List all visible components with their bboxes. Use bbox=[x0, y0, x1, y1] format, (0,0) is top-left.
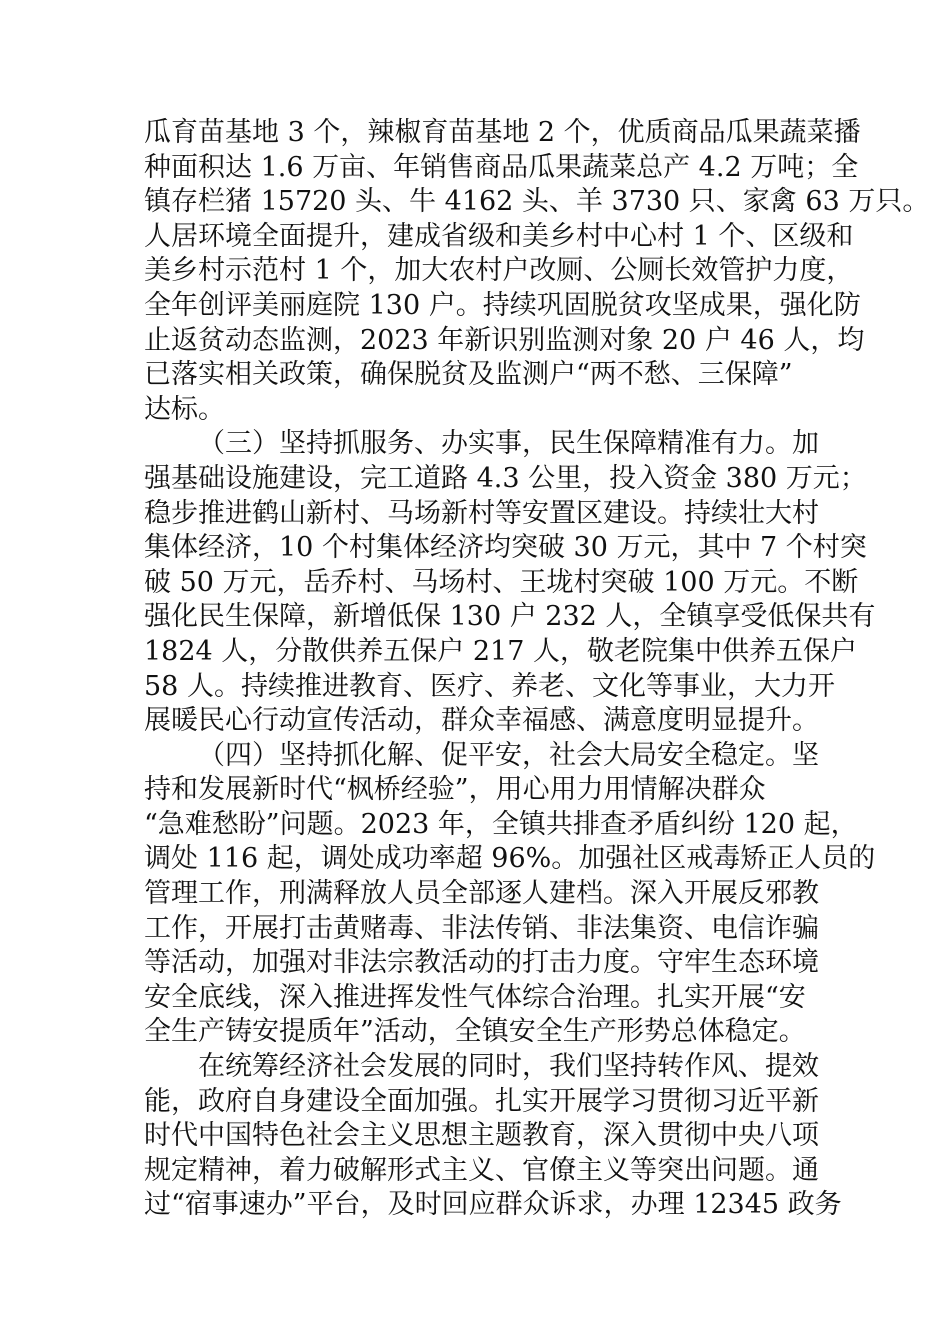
text-line: 1824 人，分散供养五保户 217 人，敬老院集中供养五保户 bbox=[144, 635, 857, 667]
text-line: 全年创评美丽庭院 130 户。持续巩固脱贫攻坚成果，强化防 bbox=[144, 289, 861, 321]
text-line: 安全底线，深入推进挥发性气体综合治理。扎实开展“安 bbox=[144, 981, 806, 1013]
text-line: 工作，开展打击黄赌毒、非法传销、非法集资、电信诈骗 bbox=[144, 912, 819, 944]
text-line: 强基础设施建设，完工道路 4.3 公里，投入资金 380 万元； bbox=[144, 462, 867, 494]
text-line: 展暖民心行动宣传活动，群众幸福感、满意度明显提升。 bbox=[144, 705, 819, 737]
text-line: 等活动，加强对非法宗教活动的打击力度。守牢生态环境 bbox=[144, 947, 819, 979]
text-line: 管理工作，刑满释放人员全部逐人建档。深入开展反邪教 bbox=[144, 878, 819, 910]
text-line: 瓜育苗基地 3 个，辣椒育苗基地 2 个，优质商品瓜果蔬菜播 bbox=[144, 117, 861, 148]
text-line: 调处 116 起，调处成功率超 96%。加强社区戒毒矫正人员的 bbox=[144, 843, 876, 875]
text-line: 止返贫动态监测，2023 年新识别监测对象 20 户 46 人，均 bbox=[144, 324, 865, 356]
section-heading-line: （四）坚持抓化解、促平安，社会大局安全稳定。坚 bbox=[198, 739, 819, 771]
text-line: 集体经济，10 个村集体经济均突破 30 万元，其中 7 个村突 bbox=[144, 532, 867, 564]
document-body bbox=[144, 116, 930, 1223]
text-line: 全生产铸安提质年”活动，全镇安全生产形势总体稳定。 bbox=[144, 1016, 806, 1048]
text-line: 58 人。持续推进教育、医疗、养老、文化等事业，大力开 bbox=[144, 670, 835, 702]
text-line: 强化民生保障，新增低保 130 户 232 人，全镇享受低保共有 bbox=[144, 601, 876, 633]
text-line: “急难愁盼”问题。2023 年，全镇共排查矛盾纠纷 120 起， bbox=[144, 808, 858, 840]
text-line: 美乡村示范村 1 个，加大农村户改厕、公厕长效管护力度， bbox=[144, 255, 854, 287]
text-line: 达标。 bbox=[144, 393, 225, 425]
text-line: 镇存栏猪 15720 头、牛 4162 头、羊 3730 只、家禽 63 万只。 bbox=[144, 186, 930, 218]
paragraph-start-line: 在统筹经济社会发展的同时，我们坚持转作风、提效 bbox=[198, 1051, 819, 1083]
section-heading-line: （三）坚持抓服务、办实事，民生保障精准有力。加 bbox=[198, 428, 819, 460]
text-line: 人居环境全面提升，建成省级和美乡村中心村 1 个、区级和 bbox=[144, 220, 854, 252]
text-line: 破 50 万元，岳乔村、马场村、王垅村突破 100 万元。不断 bbox=[144, 566, 859, 598]
text-line: 持和发展新时代“枫桥经验”，用心用力用情解决群众 bbox=[144, 774, 766, 806]
text-line: 能，政府自身建设全面加强。扎实开展学习贯彻习近平新 bbox=[144, 1085, 819, 1117]
text-line: 已落实相关政策，确保脱贫及监测户“两不愁、三保障” bbox=[144, 359, 793, 391]
text-line: 时代中国特色社会主义思想主题教育，深入贯彻中央八项 bbox=[144, 1120, 819, 1152]
text-line: 稳步推进鹤山新村、马场新村等安置区建设。持续壮大村 bbox=[144, 497, 819, 529]
text-line: 规定精神，着力破解形式主义、官僚主义等突出问题。通 bbox=[144, 1154, 819, 1186]
text-line: 种面积达 1.6 万亩、年销售商品瓜果蔬菜总产 4.2 万吨；全 bbox=[144, 151, 859, 183]
text-line: 过“宿事速办”平台，及时回应群众诉求，办理 12345 政务 bbox=[144, 1189, 842, 1221]
